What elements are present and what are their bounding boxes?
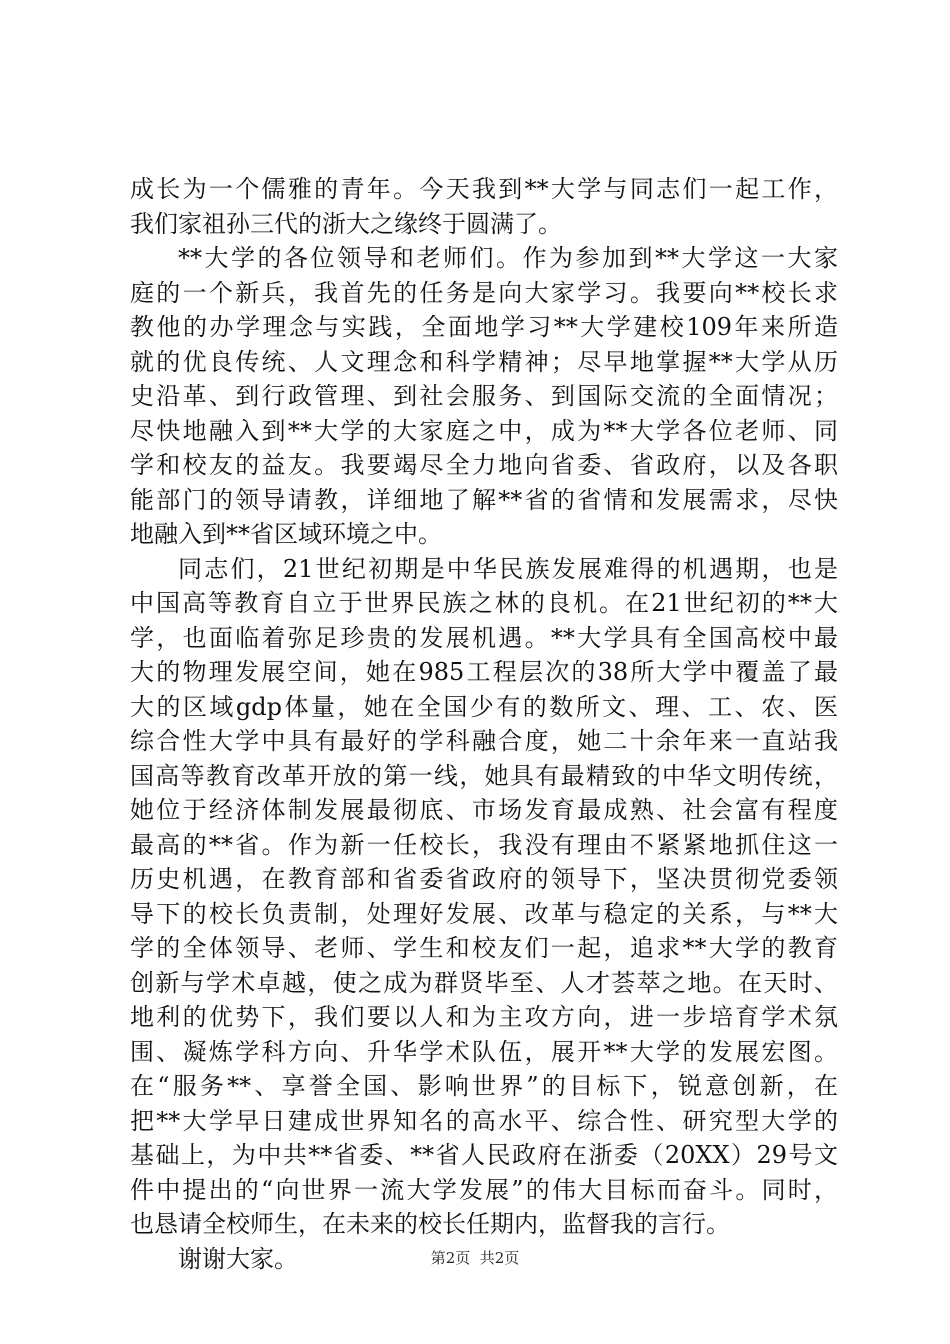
text-line: 学，也面临着弥足珍贵的发展机遇。**大学具有全国高校中最: [130, 623, 838, 652]
text-line: 围、凝炼学科方向、升华学术队伍，展开**大学的发展宏图。: [130, 1037, 838, 1066]
document-body: [130, 172, 838, 1276]
text-line: 创新与学术卓越，使之成为群贤毕至、人才荟萃之地。在天时、: [130, 968, 838, 997]
text-line: 也恳请全校师生，在未来的校长任期内，监督我的言行。: [130, 1210, 730, 1238]
text-line: 学和校友的益友。我要竭尽全力地向省委、省政府，以及各职: [130, 451, 838, 479]
text-line: 件中提出的“向世界一流大学发展”的伟大目标而奋斗。同时，: [130, 1175, 838, 1204]
text-line: 历史机遇，在教育部和省委省政府的领导下，坚决贯彻党委领: [130, 865, 838, 893]
text-line: 在“服务**、享誉全国、影响世界”的目标下，锐意创新，在: [130, 1072, 838, 1100]
text-line: 地利的优势下，我们要以人和为主攻方向，进一步培育学术氛: [130, 1003, 838, 1031]
text-line: 庭的一个新兵，我首先的任务是向大家学习。我要向**校长求: [130, 278, 838, 307]
text-line: 综合性大学中具有最好的学科融合度，她二十余年来一直站我: [130, 727, 838, 755]
text-line: 基础上，为中共**省委、**省人民政府在浙委（20XX）29号文: [130, 1141, 838, 1169]
text-line: 就的优良传统、人文理念和科学精神；尽早地掌握**大学从历: [130, 347, 838, 376]
text-line: 大的区域gdp体量，她在全国少有的数所文、理、工、农、医: [130, 692, 838, 721]
text-line: 地融入到**省区域环境之中。: [130, 520, 442, 548]
text-line: 成长为一个儒雅的青年。今天我到**大学与同志们一起工作，: [130, 175, 838, 203]
text-line: 史沿革、到行政管理、到社会服务、到国际交流的全面情况；: [130, 382, 838, 410]
text-line: 把**大学早日建成世界知名的高水平、综合性、研究型大学的: [130, 1106, 838, 1135]
text-line: 谢谢大家。: [178, 1244, 298, 1273]
text-line: 国高等教育改革开放的第一线，她具有最精致的中华文明传统，: [130, 761, 838, 790]
page-footer: 第2页 共2页: [430, 1249, 520, 1267]
text-line: 尽快地融入到**大学的大家庭之中，成为**大学各位老师、同: [130, 416, 838, 445]
text-line: 同志们，21世纪初期是中华民族发展难得的机遇期，也是: [178, 554, 838, 583]
text-line: 教他的办学理念与实践，全面地学习**大学建校109年来所造: [130, 313, 838, 341]
text-line: 最高的**省。作为新一任校长，我没有理由不紧紧地抓住这一: [130, 830, 838, 859]
text-line: 中国高等教育自立于世界民族之林的良机。在21世纪初的**大: [130, 589, 838, 617]
text-line: 导下的校长负责制，处理好发展、改革与稳定的关系，与**大: [130, 899, 838, 928]
text-line: 能部门的领导请教，详细地了解**省的省情和发展需求，尽快: [130, 485, 838, 514]
text-line: 她位于经济体制发展最彻底、市场发育最成熟、社会富有程度: [130, 796, 838, 824]
text-line: **大学的各位领导和老师们。作为参加到**大学这一大家: [178, 244, 838, 272]
text-line: 学的全体领导、老师、学生和校友们一起，追求**大学的教育: [130, 934, 838, 962]
text-line: 大的物理发展空间，她在985工程层次的38所大学中覆盖了最: [130, 658, 838, 686]
text-line: 我们家祖孙三代的浙大之缘终于圆满了。: [130, 209, 562, 238]
